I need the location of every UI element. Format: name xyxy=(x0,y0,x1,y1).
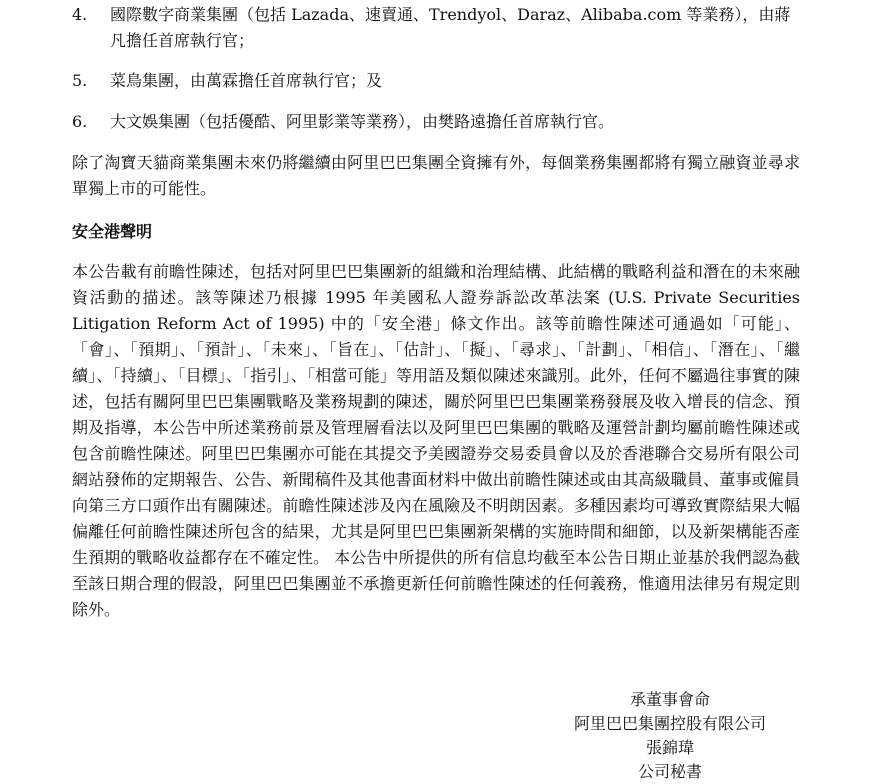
ownership-paragraph: 除了淘寶天貓商業集團未來仍將繼續由阿里巴巴集團全資擁有外，每個業務集團都將有獨立融資並尋求單獨上市的可能性。 xyxy=(72,153,800,198)
signatory-name: 張錦瑋 xyxy=(645,738,694,757)
list-text: 國際數字商業集團（包括 Lazada、速賣通、Trendyol、Daraz、Alibaba.com 等業務），由蔣凡擔任首席執行官； xyxy=(110,5,791,50)
company-name: 阿里巴巴集團控股有限公司 xyxy=(573,714,766,733)
signatory-title: 公司秘書 xyxy=(637,762,702,781)
safe-harbor-paragraph: 本公告載有前瞻性陳述，包括对阿里巴巴集團新的組織和治理結構、此結構的戰略利益和潛在的未來融資活動的描述。該等陳述乃根據 1995 年美國私人證券訴訟改革法案 (U.S. Private Securities Litigation Reform Act of 1995) 中的「安全港」條文作出。該等前瞻性陳述可通過如「可能」、「會」、「預期」、「預計」、「未來」、「旨在」、「估計」、「擬」、「尋求」、「計劃」、「相信」、「潛在」、「繼續」、「持續」、「目標」、「指引」、「相當可能」等用語及類似陳述來識別。此外，任何不屬過往事實的陳述，包括有關阿里巴巴集團戰略及業務規劃的陳述，關於阿里巴巴集團業務發展及收入增長的信念、預期及指導，本公告中所述業務前景及管理層看法以及阿里巴巴集團的戰略及運營計劃均屬前瞻性陳述或包含前瞻性陳述。阿里巴巴集團亦可能在其提交予美國證券交易委員會以及於香港聯合交易所有限公司網站發佈的定期報告、公告、新聞稿件及其他書面材料中做出前瞻性陳述或由其高級職員、董事或僱員向第三方口頭作出有關陳述。前瞻性陳述涉及內在風險及不明朗因素。多種因素均可導致實際結果大幅偏離任何前瞻性陳述所包含的結果，尤其是阿里巴巴集團新架構的实施時間和細節，以及新架構能否產生預期的戰略收益都存在不確定性。 本公告中所提供的所有信息均截至本公告日期止並基於我們認為截至該日期合理的假設，阿里巴巴集團並不承擔更新任何前瞻性陳述的任何義務，惟適用法律另有規定則除外。 xyxy=(72,262,800,619)
list-number: 6. xyxy=(72,112,88,131)
list-item xyxy=(72,68,802,94)
list-item xyxy=(72,2,802,54)
section-heading: 安全港聲明 xyxy=(72,222,153,241)
list-number: 4. xyxy=(72,5,88,24)
list-number: 5. xyxy=(72,71,88,90)
signature-line: 承董事會命 xyxy=(629,690,710,709)
list-item xyxy=(72,109,802,135)
list-text: 菜鳥集團，由萬霖擔任首席執行官；及 xyxy=(110,71,383,90)
list-text: 大文娛集團（包括優酷、阿里影業等業務），由樊路遠擔任首席執行官。 xyxy=(110,112,615,131)
